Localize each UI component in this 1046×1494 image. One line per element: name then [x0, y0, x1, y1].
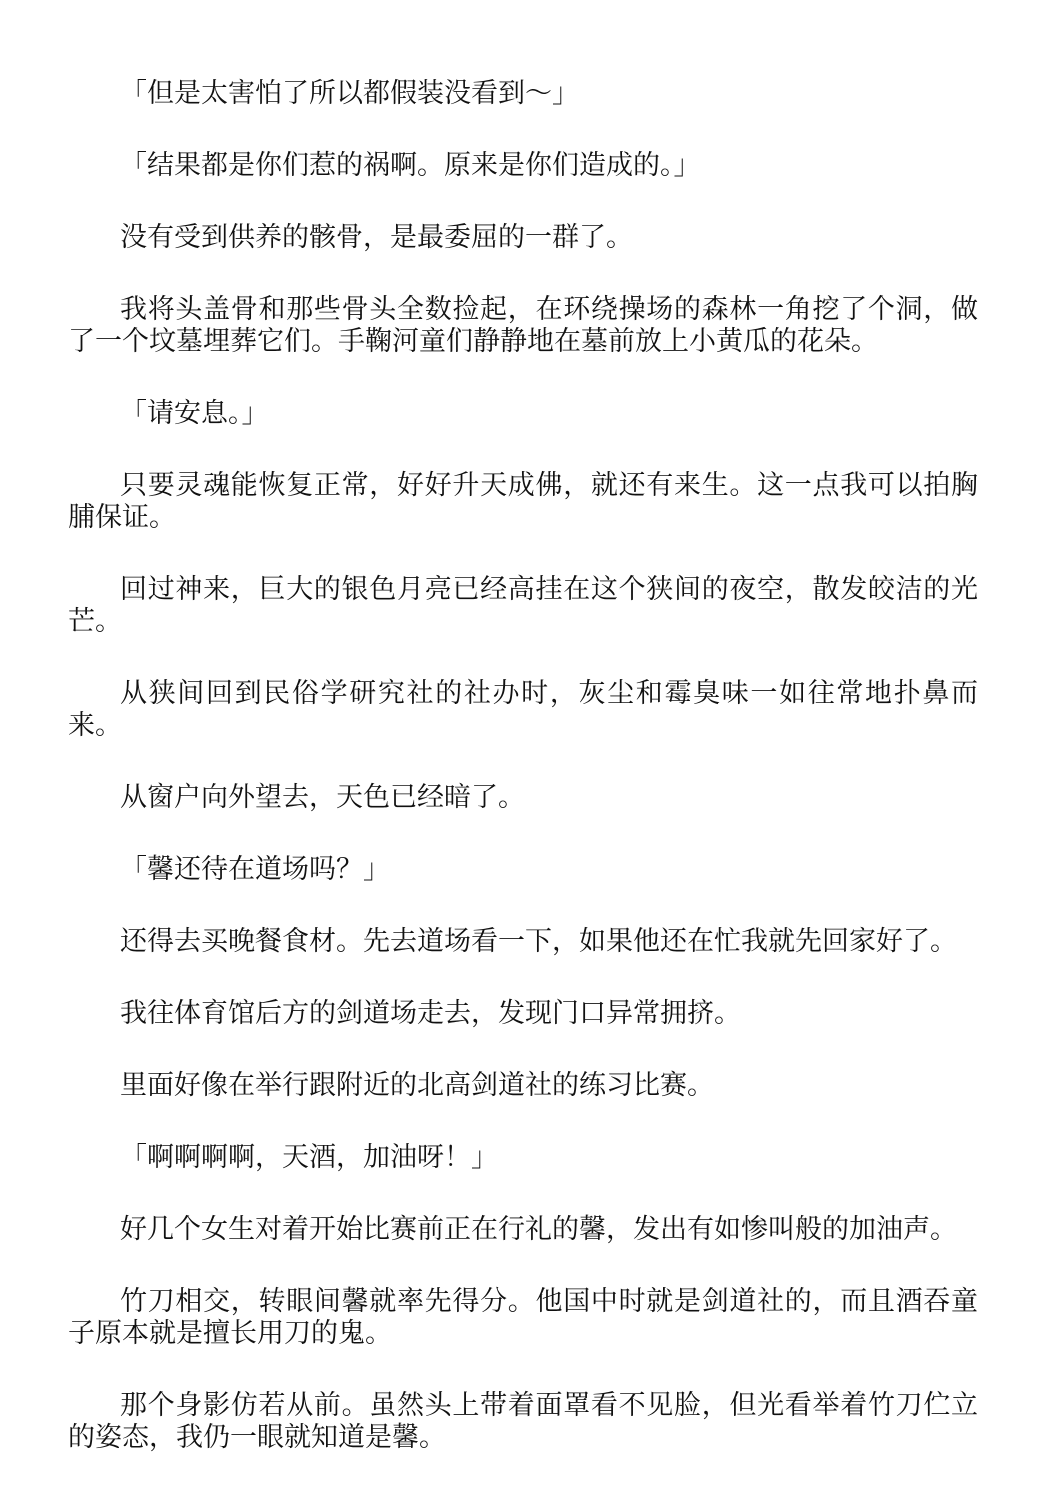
- paragraph: 「请安息。」: [120, 398, 269, 429]
- paragraph: 「但是太害怕了所以都假装没看到～」: [120, 78, 579, 109]
- paragraph: 我将头盖骨和那些骨头全数捡起，在环绕操场的森林一角挖了个洞，做了一个坟墓埋葬它们。手鞠河童们静静地在墓前放上小黄瓜的花朵。: [68, 294, 978, 357]
- paragraph: 还得去买晚餐食材。先去道场看一下，如果他还在忙我就先回家好了。: [120, 926, 957, 957]
- paragraph: 从狭间回到民俗学研究社的社办时，灰尘和霉臭味一如往常地扑鼻而来。: [68, 678, 978, 741]
- paragraph: 好几个女生对着开始比赛前正在行礼的馨，发出有如惨叫般的加油声。: [120, 1214, 957, 1245]
- paragraph: 没有受到供养的骸骨，是最委屈的一群了。: [120, 222, 633, 253]
- paragraph: 从窗户向外望去，天色已经暗了。: [120, 782, 525, 813]
- paragraph: 只要灵魂能恢复正常，好好升天成佛，就还有来生。这一点我可以拍胸脯保证。: [68, 470, 978, 533]
- document-page: [68, 78, 978, 1494]
- paragraph: 竹刀相交，转眼间馨就率先得分。他国中时就是剑道社的，而且酒吞童子原本就是擅长用刀的鬼。: [68, 1286, 978, 1349]
- paragraph: 那个身影仿若从前。虽然头上带着面罩看不见脸，但光看举着竹刀伫立的姿态，我仍一眼就知道是馨。: [68, 1390, 978, 1453]
- paragraph: 「馨还待在道场吗？」: [120, 854, 390, 885]
- paragraph: 我往体育馆后方的剑道场走去，发现门口异常拥挤。: [120, 998, 741, 1029]
- paragraph: 「结果都是你们惹的祸啊。原来是你们造成的。」: [120, 150, 701, 181]
- paragraph: 回过神来，巨大的银色月亮已经高挂在这个狭间的夜空，散发皎洁的光芒。: [68, 574, 978, 637]
- paragraph: 「啊啊啊啊，天酒，加油呀！」: [120, 1142, 498, 1173]
- paragraph: 里面好像在举行跟附近的北高剑道社的练习比赛。: [120, 1070, 714, 1101]
